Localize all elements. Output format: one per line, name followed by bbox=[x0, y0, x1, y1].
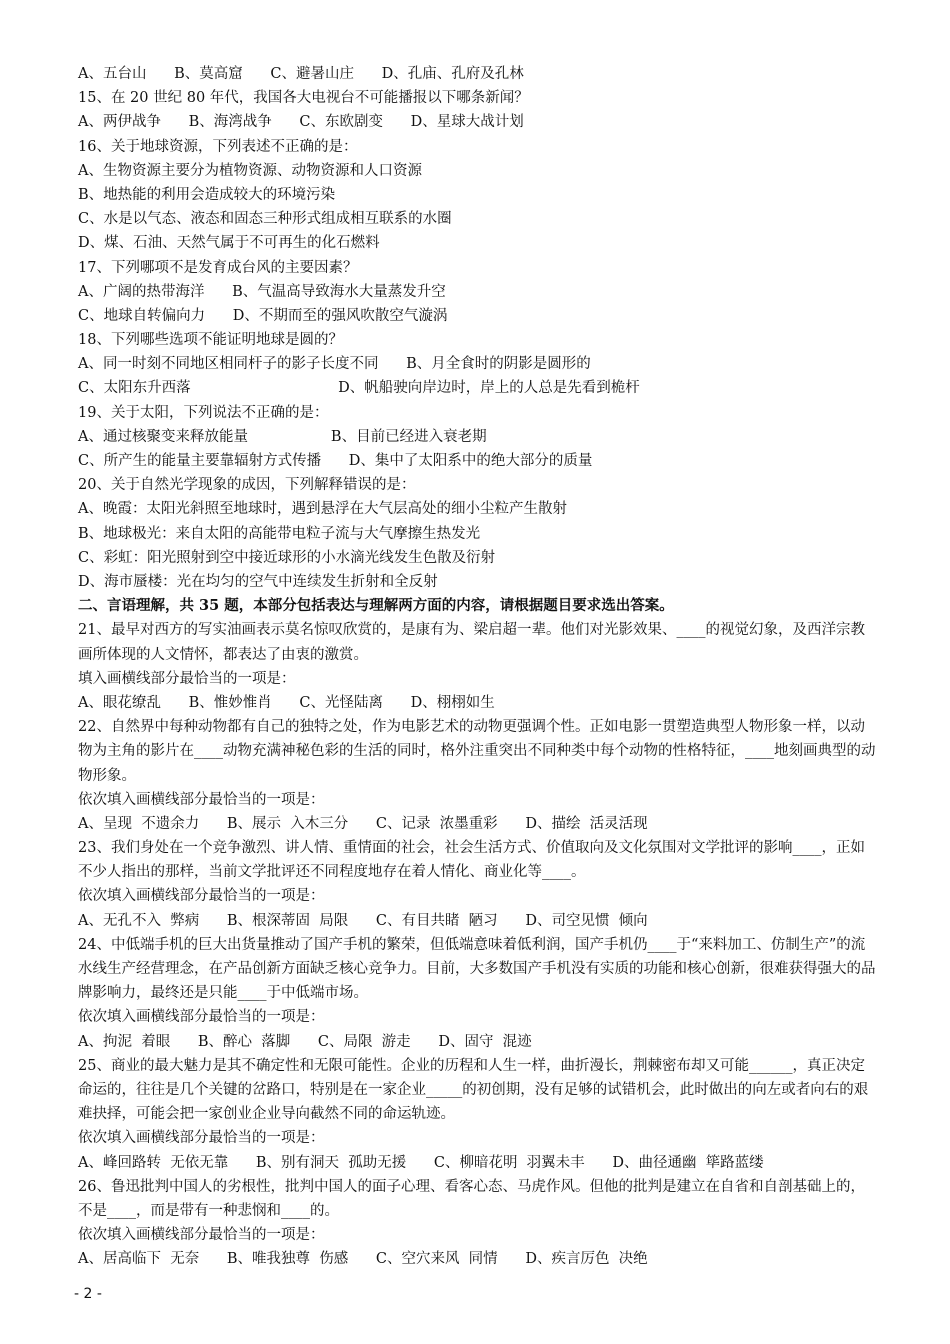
question-24: 24、中低端手机的巨大出货量推动了国产手机的繁荣，但低端意味着低利润，国产手机仍____于“来料加工、仿制生产”的流水线生产经营理念，在产品创新方面缺乏核心竞争力。目前，大多数国产手机没有实质的功能和核心创新，很难获得强大的品牌影响力，最终还是只能____于中低端市场。 bbox=[78, 936, 876, 1002]
question-21: 21、最早对西方的写实油画表示莫名惊叹欣赏的，是康有为、梁启超一辈。他们对光影效果、____的视觉幻象，及西洋宗教画所体现的人文情怀，都表达了由衷的激赏。 bbox=[78, 622, 865, 663]
text-line: C、太阳东升西落 D、帆船驶向岸边时，岸上的人总是先看到桅杆 bbox=[78, 380, 640, 397]
section-heading: 二、言语理解，共 35 题，本部分包括表达与理解两方面的内容，请根据题目要求选出答案。 bbox=[78, 597, 674, 615]
question-25: 25、商业的最大魅力是其不确定性和无限可能性。企业的历程和人生一样，曲折漫长，荆棘密布却又可能______，真正决定命运的，往往是几个关键的岔路口，特别是在一家企业_____的初创期，没有足够的试错机会，此时做出的向左或者向右的艰难抉择，可能会把一家创业企业导向截然不同的命运轨迹。 bbox=[78, 1057, 869, 1123]
text-line: 依次填入画横线部分最恰当的一项是： bbox=[78, 1130, 325, 1147]
question-23: 23、我们身处在一个竞争激烈、讲人情、重情面的社会，社会生活方式、价值取向及文化氛围对文学批评的影响____，正如不少人指出的那样，当前文学批评还不同程度地存在着人情化、商业化等____。 bbox=[78, 840, 865, 881]
text-line: A、生物资源主要分为植物资源、动物资源和人口资源 bbox=[78, 162, 422, 179]
question-15: 15、在 20 世纪 80 年代，我国各大电视台不可能播报以下哪条新闻？ bbox=[78, 90, 529, 107]
question-16: 16、关于地球资源，下列表述不正确的是： bbox=[78, 138, 358, 155]
text-line: C、地球自转偏向力 D、不期而至的强风吹散空气漩涡 bbox=[78, 307, 448, 324]
text-line: A、广阔的热带海洋 B、气温高导致海水大量蒸发升空 bbox=[78, 283, 446, 300]
question-17: 17、下列哪项不是发育成台风的主要因素？ bbox=[78, 259, 358, 276]
text-line: C、彩虹：阳光照射到空中接近球形的小水滴光线发生色散及衍射 bbox=[78, 549, 496, 566]
text-line: A、拘泥 着眼 B、醉心 落脚 C、局限 游走 D、固守 混迹 bbox=[78, 1033, 532, 1050]
document-body bbox=[78, 62, 878, 1272]
text-line: B、地热能的利用会造成较大的环境污染 bbox=[78, 186, 336, 203]
text-line: D、煤、石油、天然气属于不可再生的化石燃料 bbox=[78, 235, 380, 252]
text-line: 依次填入画横线部分最恰当的一项是： bbox=[78, 888, 325, 905]
text-line: A、无孔不入 弊病 B、根深蒂固 局限 C、有目共睹 陋习 D、司空见惯 倾向 bbox=[78, 912, 648, 929]
text-line: B、地球极光：来自太阳的高能带电粒子流与大气摩擦生热发光 bbox=[78, 525, 481, 542]
text-line: 依次填入画横线部分最恰当的一项是： bbox=[78, 1009, 325, 1026]
text-line: A、眼花缭乱 B、惟妙惟肖 C、光怪陆离 D、栩栩如生 bbox=[78, 694, 495, 711]
text-line: 依次填入画横线部分最恰当的一项是： bbox=[78, 1227, 325, 1244]
text-line: 依次填入画横线部分最恰当的一项是： bbox=[78, 791, 325, 808]
text-line: A、两伊战争 B、海湾战争 C、东欧剧变 D、星球大战计划 bbox=[78, 114, 524, 131]
text-line: D、海市蜃楼：光在均匀的空气中连续发生折射和全反射 bbox=[78, 573, 438, 590]
text-line: C、所产生的能量主要靠辐射方式传播 D、集中了太阳系中的绝大部分的质量 bbox=[78, 453, 593, 469]
text-line: A、晚霞：太阳光斜照至地球时，遇到悬浮在大气层高处的细小尘粒产生散射 bbox=[78, 501, 567, 518]
question-18: 18、下列哪些选项不能证明地球是圆的？ bbox=[78, 332, 343, 349]
text-line: A、峰回路转 无依无靠 B、别有洞天 孤助无援 C、柳暗花明 羽翼未丰 D、曲径通幽 筚路蓝缕 bbox=[78, 1154, 764, 1171]
text-line: A、同一时刻不同地区相同杆子的影子长度不同 B、月全食时的阴影是圆形的 bbox=[78, 356, 591, 373]
text-line: 填入画横线部分最恰当的一项是： bbox=[78, 670, 296, 687]
question-22: 22、自然界中每种动物都有自己的独特之处，作为电影艺术的动物更强调个性。正如电影一贯塑造典型人物形象一样，以动物为主角的影片在____动物充满神秘色彩的生活的同时，格外注重突出不同种类中每个动物的性格特征，____地刻画典型的动物形象。 bbox=[78, 719, 876, 784]
question-19: 19、关于太阳，下列说法不正确的是： bbox=[78, 404, 329, 421]
question-20: 20、关于自然光学现象的成因，下列解释错误的是： bbox=[78, 477, 416, 494]
page-number: - 2 - bbox=[74, 1286, 102, 1302]
question-26: 26、鲁迅批判中国人的劣根性，批判中国人的面子心理、看客心态、马虎作风。但他的批判是建立在自省和自剖基础上的，不是____，而是带有一种悲悯和____的。 bbox=[78, 1178, 865, 1220]
text-line: A、五台山 B、莫高窟 C、避暑山庄 D、孔庙、孔府及孔林 bbox=[78, 66, 524, 82]
text-line: C、水是以气态、液态和固态三种形式组成相互联系的水圈 bbox=[78, 211, 452, 228]
text-line: A、居高临下 无奈 B、唯我独尊 伤感 C、空穴来风 同情 D、疾言厉色 决绝 bbox=[78, 1251, 648, 1268]
text-line: A、通过核聚变来释放能量 B、目前已经进入衰老期 bbox=[78, 428, 487, 445]
text-line: A、呈现 不遗余力 B、展示 入木三分 C、记录 浓墨重彩 D、描绘 活灵活现 bbox=[78, 815, 648, 832]
